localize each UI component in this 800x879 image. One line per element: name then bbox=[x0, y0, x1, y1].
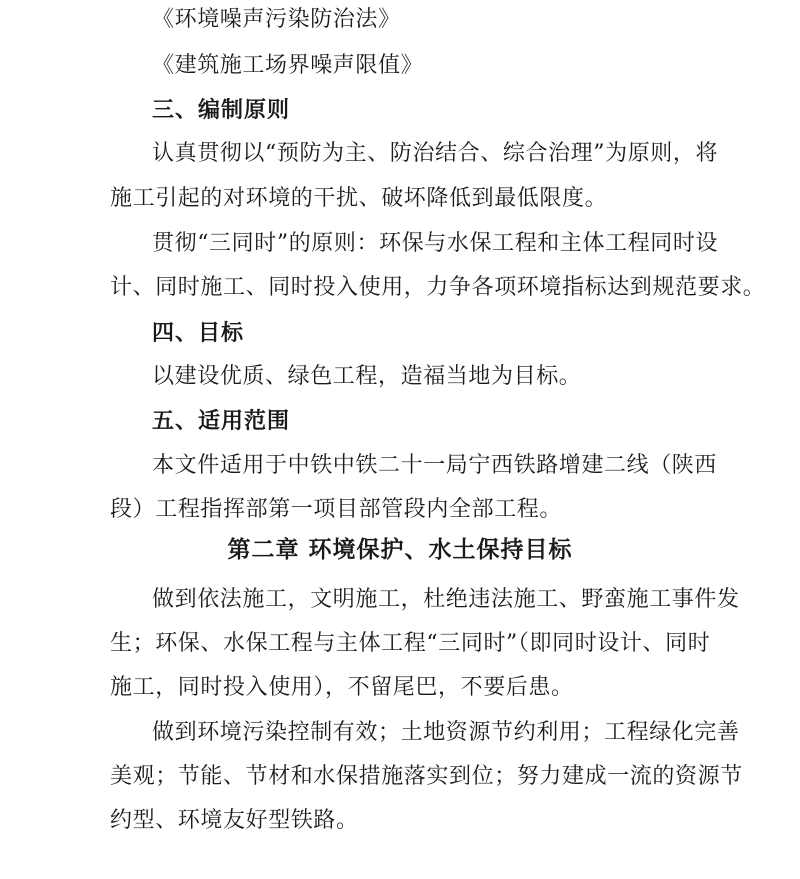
paragraph-line: 认真贯彻以“预防为主、防治结合、综合治理”为原则，将 bbox=[152, 141, 719, 166]
law-reference-construction-noise: 《建筑施工场界噪声限值》 bbox=[152, 53, 424, 78]
paragraph-line: 做到依法施工，文明施工，杜绝违法施工、野蛮施工事件发 bbox=[152, 587, 740, 612]
paragraph-line: 本文件适用于中铁中铁二十一局宁西铁路增建二线（陕西 bbox=[152, 453, 718, 478]
paragraph-line: 做到环境污染控制有效；土地资源节约利用；工程绿化完善 bbox=[152, 720, 740, 745]
paragraph-line: 以建设优质、绿色工程，造福当地为目标。 bbox=[152, 364, 582, 389]
paragraph-line: 段）工程指挥部第一项目部管段内全部工程。 bbox=[110, 497, 563, 522]
paragraph-line: 约型、环境友好型铁路。 bbox=[110, 808, 359, 833]
paragraph-line: 施工，同时投入使用），不留尾巴，不要后患。 bbox=[110, 675, 574, 700]
paragraph-line: 美观；节能、节材和水保措施落实到位；努力建成一流的资源节 bbox=[110, 764, 743, 789]
law-reference-noise: 《环境噪声污染防治法》 bbox=[152, 7, 401, 32]
chapter-title: 第二章 环境保护、水土保持目标 bbox=[227, 537, 573, 563]
section-heading-scope: 五、适用范围 bbox=[152, 408, 291, 434]
paragraph-line: 施工引起的对环境的干扰、破坏降低到最低限度。 bbox=[110, 186, 608, 211]
section-heading-goal: 四、目标 bbox=[152, 320, 245, 346]
section-heading-principles: 三、编制原则 bbox=[152, 97, 291, 123]
paragraph-line: 贯彻“三同时”的原则：环保与水保工程和主体工程同时设 bbox=[152, 231, 719, 256]
paragraph-line: 生；环保、水保工程与主体工程“三同时”（即同时设计、同时 bbox=[110, 631, 711, 656]
paragraph-line: 计、同时施工、同时投入使用，力争各项环境指标达到规范要求。 bbox=[110, 275, 766, 300]
